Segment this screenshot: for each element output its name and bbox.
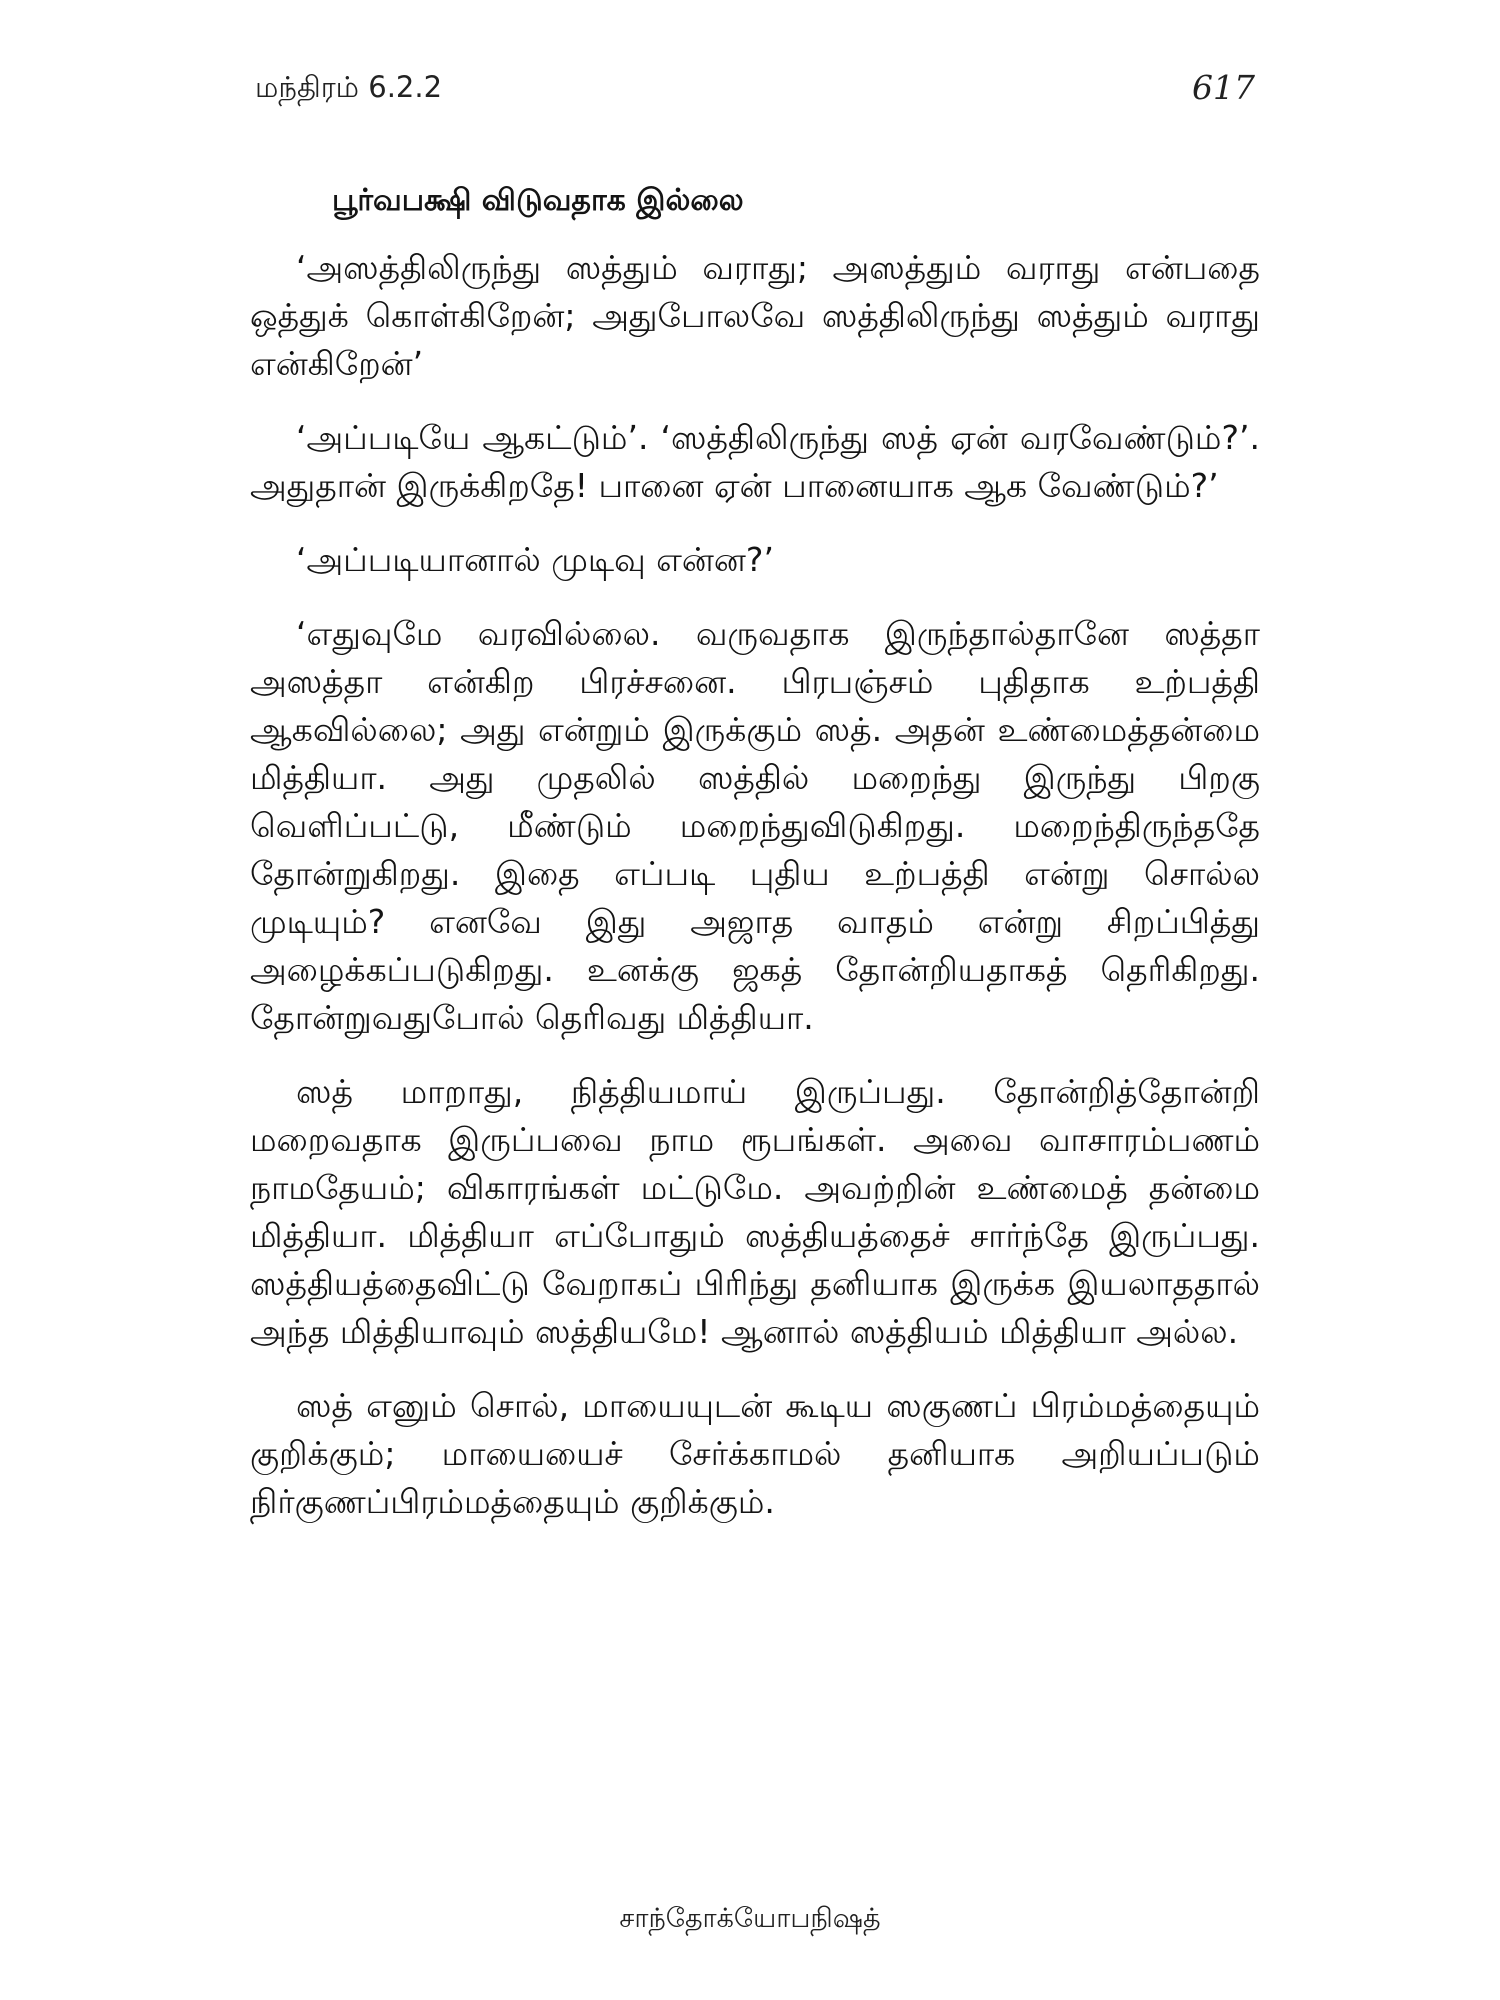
page-number: 617: [1192, 68, 1255, 107]
paragraph-3: ‘அப்படியானால் முடிவு என்ன?’: [296, 540, 774, 579]
paragraph-1: ‘அஸத்திலிருந்து ஸத்தும் வராது; அஸத்தும் வராது என்பதை ஒத்துக் கொள்கிறேன்; அதுபோலவே ஸத்திலிருந்து ஸத்தும் வராது என்கிறேன்’: [250, 248, 1260, 383]
section-heading: பூர்வபக்ஷி விடுவதாக இல்லை: [332, 183, 744, 218]
paragraph-6: ஸத் எனும் சொல், மாயையுடன் கூடிய ஸகுணப் பிரம்மத்தையும் குறிக்கும்; மாயையைச் சேர்க்காமல் தனியாக அறியப்படும் நிர்குணப்பிரம்மத்தையும் குறிக்கும்.: [250, 1386, 1260, 1521]
body-text: [250, 180, 1260, 1552]
paragraph-4: ‘எதுவுமே வரவில்லை. வருவதாக இருந்தால்தானே ஸத்தா அஸத்தா என்கிற பிரச்சனை. பிரபஞ்சம் புதிதாக உற்பத்தி ஆகவில்லை; அது என்றும் இருக்கும் ஸத். அதன் உண்மைத்தன்மை மித்தியா. அது முதலில் ஸத்தில் மறைந்து இருந்து பிறகு வெளிப்பட்டு, மீண்டும் மறைந்துவிடுகிறது. மறைந்திருந்ததே தோன்றுகிறது. இதை எப்படி புதிய உற்பத்தி என்று சொல்ல முடியும்? எனவே இது அஜாத வாதம் என்று சிறப்பித்து அழைக்கப்படுகிறது. உனக்கு ஜகத் தோன்றியதாகத் தெரிகிறது. தோன்றுவதுபோல் தெரிவது மித்தியா.: [250, 614, 1260, 1037]
running-head: மந்திரம் 6.2.2: [255, 70, 443, 104]
footer-book-title: சாந்தோக்யோபநிஷத்: [619, 1903, 881, 1934]
paragraph-2: ‘அப்படியே ஆகட்டும்’. ‘ஸத்திலிருந்து ஸத் ஏன் வரவேண்டும்?’. அதுதான் இருக்கிறதே! பானை ஏன் பானையாக ஆக வேண்டும்?’: [250, 418, 1260, 505]
paragraph-5: ஸத் மாறாது, நித்தியமாய் இருப்பது. தோன்றித்தோன்றி மறைவதாக இருப்பவை நாம ரூபங்கள். அவை வாசாரம்பணம் நாமதேயம்; விகாரங்கள் மட்டுமே. அவற்றின் உண்மைத் தன்மை மித்தியா. மித்தியா எப்போதும் ஸத்தியத்தைச் சார்ந்தே இருப்பது. ஸத்தியத்தைவிட்டு வேறாகப் பிரிந்து தனியாக இருக்க இயலாததால் அந்த மித்தியாவும் ஸத்தியமே! ஆனால் ஸத்தியம் மித்தியா அல்ல.: [250, 1072, 1260, 1351]
